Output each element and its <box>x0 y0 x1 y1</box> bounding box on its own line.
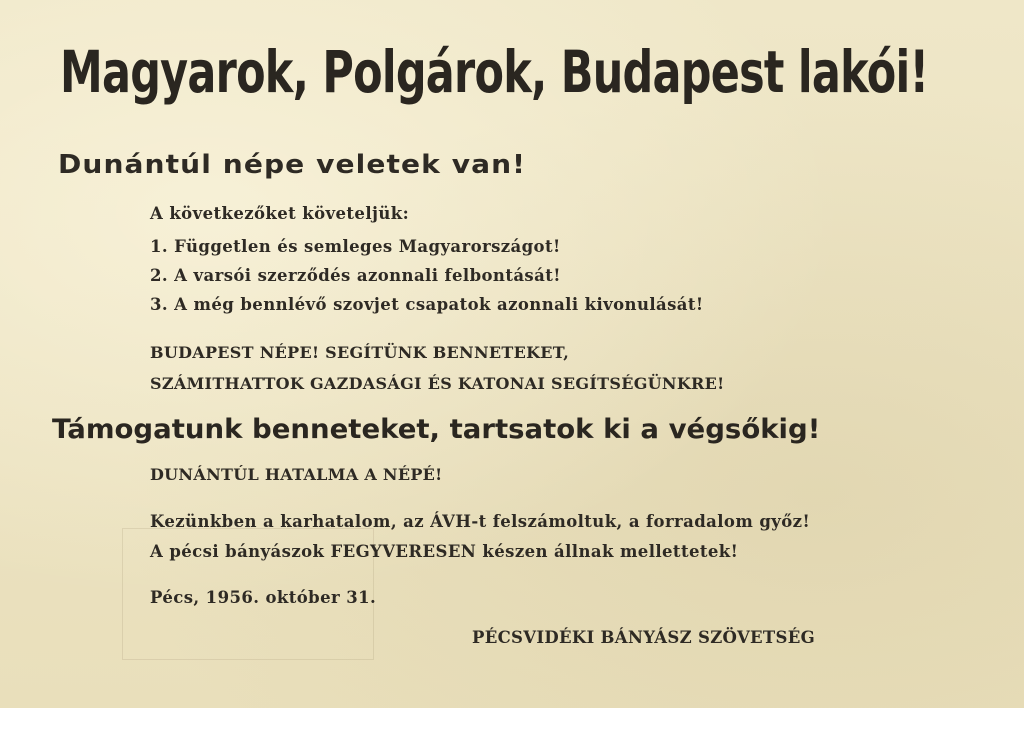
demand-item-3: 3. A még bennlévő szovjet csapatok azonnali kivonulását! <box>150 295 704 314</box>
signature: PÉCSVIDÉKI BÁNYÁSZ SZÖVETSÉG <box>472 628 815 647</box>
subhead: Dunántúl népe veletek van! <box>58 150 527 180</box>
support-caps-line-1: BUDAPEST NÉPE! SEGÍTÜNK BENNETEKET, <box>150 343 570 362</box>
support-big-line: Támogatunk benneteket, tartsatok ki a végsőkig! <box>52 414 821 445</box>
support-caps-line-2: SZÁMITHATTOK GAZDASÁGI ÉS KATONAI SEGÍTSÉGÜNKRE! <box>150 374 725 393</box>
place-date: Pécs, 1956. október 31. <box>150 588 377 607</box>
demands-intro: A következőket követeljük: <box>150 204 410 223</box>
demand-item-1: 1. Független és semleges Magyarországot! <box>150 237 561 256</box>
statement-line-1: Kezünkben a karhatalom, az ÁVH-t felszámoltuk, a forradalom győz! <box>150 512 811 531</box>
statement-line-2: A pécsi bányászok FEGYVERESEN készen állnak mellettetek! <box>150 542 739 561</box>
demand-item-2: 2. A varsói szerződés azonnali felbontását! <box>150 266 561 285</box>
power-caps-line: DUNÁNTÚL HATALMA A NÉPÉ! <box>150 465 443 484</box>
headline: Magyarok, Polgárok, Budapest lakói! <box>60 38 929 106</box>
